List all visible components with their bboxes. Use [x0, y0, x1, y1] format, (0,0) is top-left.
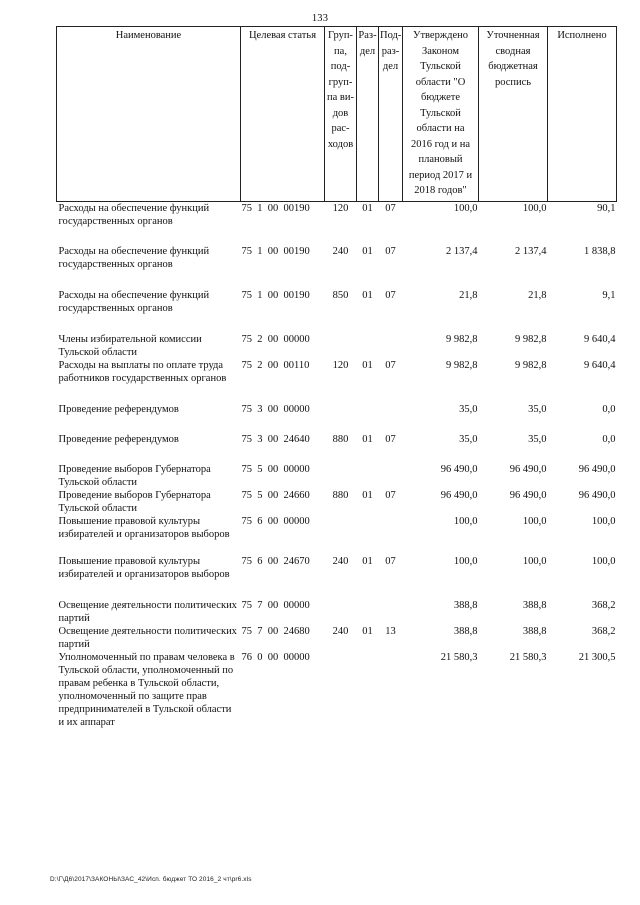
cell-subsection: 07: [385, 290, 396, 301]
cell-name: Проведение референдумов: [58, 404, 179, 415]
cell-executed: 90,1: [597, 202, 616, 214]
cell-specified: 388,8: [522, 600, 547, 611]
cell-subsection: 13: [385, 626, 396, 637]
cell-executed: 368,2: [591, 626, 616, 637]
cell-approved: 100,0: [453, 556, 478, 567]
cell-name: Повышение правовой культуры избирателей и организаторов выборов: [58, 516, 230, 540]
cell-section: [357, 651, 379, 741]
cell-expense-group: 120: [332, 202, 349, 214]
cell-section: [357, 333, 379, 359]
table-row: [57, 201, 617, 245]
cell-specified: 388,8: [522, 626, 547, 637]
cell-subsection: 07: [385, 556, 396, 567]
cell-expense-group: [325, 463, 357, 489]
cell-subsection: [379, 333, 403, 359]
cell-name: Проведение выборов Губернатора Тульской области: [58, 464, 211, 488]
cell-approved: 96 490,0: [440, 464, 478, 475]
cell-specified: 100,0: [522, 202, 547, 214]
cell-name: Повышение правовой культуры избирателей и организаторов выборов: [58, 556, 230, 580]
cell-target-article: 75 6 00 24670: [241, 556, 310, 567]
cell-specified: 21,8: [528, 290, 547, 301]
cell-approved: 388,8: [453, 626, 478, 637]
cell-expense-group: 240: [332, 626, 349, 637]
header-approved: Утверждено Законом Тульской области "О бюджете Тульской области на 2016 год и на плановый период 2017 и 2018 годов": [403, 27, 479, 202]
cell-expense-group: [325, 333, 357, 359]
header-expense-group: Груп- па, под- груп- па ви- дов рас- ходов: [325, 27, 357, 202]
header-specified: Уточненная сводная бюджетная роспись: [479, 27, 548, 202]
cell-name: Члены избирательной комиссии Тульской области: [58, 334, 202, 358]
header-section: Раз- дел: [357, 27, 379, 202]
cell-target-article: 75 1 00 00190: [241, 202, 310, 214]
table-row: [57, 555, 617, 599]
cell-target-article: 75 5 00 24660: [241, 490, 310, 501]
cell-subsection: 07: [385, 360, 396, 371]
cell-approved: 21 580,3: [440, 652, 478, 663]
cell-target-article: 75 1 00 00190: [241, 246, 310, 257]
table-row: [57, 625, 617, 651]
cell-expense-group: [325, 599, 357, 625]
cell-specified: 96 490,0: [509, 464, 547, 475]
cell-specified: 35,0: [528, 434, 547, 445]
table-row: [57, 359, 617, 403]
cell-approved: 35,0: [459, 434, 478, 445]
cell-approved: 100,0: [453, 516, 478, 527]
cell-section: [357, 599, 379, 625]
cell-approved: 35,0: [459, 404, 478, 415]
cell-section: 01: [362, 626, 373, 637]
cell-expense-group: [325, 403, 357, 433]
cell-executed: 9 640,4: [584, 334, 616, 345]
cell-target-article: 75 6 00 00000: [241, 516, 310, 527]
table-header: [57, 27, 617, 202]
cell-expense-group: 880: [332, 434, 349, 445]
cell-subsection: [379, 403, 403, 433]
cell-subsection: 07: [385, 246, 396, 257]
cell-name: Освещение деятельности политических партий: [58, 600, 237, 624]
table-row: [57, 289, 617, 333]
cell-executed: 96 490,0: [578, 464, 616, 475]
cell-specified: 100,0: [522, 516, 547, 527]
cell-specified: 100,0: [522, 556, 547, 567]
table-row: [57, 651, 617, 741]
cell-approved: 100,0: [453, 202, 478, 214]
cell-subsection: [379, 463, 403, 489]
cell-target-article: 75 1 00 00190: [241, 290, 310, 301]
cell-executed: 9,1: [602, 290, 616, 301]
cell-section: 01: [362, 360, 373, 371]
cell-specified: 9 982,8: [515, 360, 547, 371]
cell-name: Расходы на выплаты по оплате труда работников государственных органов: [58, 360, 227, 384]
cell-target-article: 75 3 00 00000: [241, 404, 310, 415]
cell-executed: 1 838,8: [584, 246, 616, 257]
cell-executed: 368,2: [591, 600, 616, 611]
cell-target-article: 75 7 00 24680: [241, 626, 310, 637]
cell-approved: 21,8: [459, 290, 478, 301]
page-number: 133: [311, 13, 329, 24]
cell-approved: 9 982,8: [446, 360, 478, 371]
cell-target-article: 75 2 00 00000: [241, 334, 310, 345]
header-target-article: Целевая статья: [241, 27, 325, 202]
cell-executed: 9 640,4: [584, 360, 616, 371]
file-path-footer: D:\Г\Д6\2017\ЗАКОНЫ\ЗАС_42\Исп. бюджет ТО 2016_2 чт\pr6.xls: [50, 876, 252, 883]
cell-subsection: [379, 599, 403, 625]
cell-executed: 100,0: [591, 556, 616, 567]
cell-target-article: 76 0 00 00000: [241, 652, 310, 663]
cell-expense-group: 880: [332, 490, 349, 501]
cell-executed: 0,0: [602, 434, 616, 445]
cell-expense-group: 240: [332, 246, 349, 257]
header-executed: Исполнено: [548, 27, 617, 202]
cell-section: [357, 463, 379, 489]
cell-name: Проведение выборов Губернатора Тульской области: [58, 490, 211, 514]
cell-expense-group: [325, 515, 357, 555]
cell-approved: 388,8: [453, 600, 478, 611]
cell-subsection: [379, 651, 403, 741]
cell-specified: 2 137,4: [515, 246, 547, 257]
cell-executed: 0,0: [602, 404, 616, 415]
cell-executed: 100,0: [591, 516, 616, 527]
table-row: [57, 463, 617, 489]
cell-executed: 96 490,0: [578, 490, 616, 501]
cell-subsection: 07: [385, 202, 396, 214]
cell-name: Расходы на обеспечение функций государственных органов: [58, 246, 210, 270]
cell-executed: 21 300,5: [578, 652, 616, 663]
cell-target-article: 75 3 00 24640: [241, 434, 310, 445]
cell-name: Уполномоченный по правам человека в Тульской области, уполномоченный по правам ребенка в Тульской области, уполномоченный по защите прав предпринимателей в Тульской области и их аппарат: [58, 652, 235, 728]
cell-subsection: [379, 515, 403, 555]
cell-subsection: 07: [385, 490, 396, 501]
cell-target-article: 75 7 00 00000: [241, 600, 310, 611]
budget-table-wrapper: [56, 26, 616, 741]
cell-expense-group: 850: [332, 290, 349, 301]
table-row: [57, 515, 617, 555]
cell-section: 01: [362, 246, 373, 257]
cell-name: Расходы на обеспечение функций государственных органов: [58, 290, 210, 314]
cell-section: 01: [362, 290, 373, 301]
cell-target-article: 75 5 00 00000: [241, 464, 310, 475]
cell-approved: 9 982,8: [446, 334, 478, 345]
cell-specified: 9 982,8: [515, 334, 547, 345]
table-row: [57, 403, 617, 433]
cell-approved: 2 137,4: [446, 246, 478, 257]
cell-section: [357, 515, 379, 555]
cell-expense-group: [325, 651, 357, 741]
cell-section: [357, 403, 379, 433]
cell-section: 01: [362, 556, 373, 567]
cell-target-article: 75 2 00 00110: [241, 360, 310, 371]
cell-section: 01: [362, 434, 373, 445]
header-name: Наименование: [57, 27, 241, 202]
cell-specified: 96 490,0: [509, 490, 547, 501]
budget-table: [56, 26, 617, 741]
cell-name: Проведение референдумов: [58, 434, 179, 445]
cell-expense-group: 120: [332, 360, 349, 371]
cell-subsection: 07: [385, 434, 396, 445]
table-row: [57, 489, 617, 515]
header-subsection: Под- раз- дел: [379, 27, 403, 202]
table-row: [57, 599, 617, 625]
cell-specified: 21 580,3: [509, 652, 547, 663]
cell-approved: 96 490,0: [440, 490, 478, 501]
cell-name: Расходы на обеспечение функций государственных органов: [58, 202, 210, 227]
cell-name: Освещение деятельности политических партий: [58, 626, 237, 650]
cell-specified: 35,0: [528, 404, 547, 415]
cell-section: 01: [362, 490, 373, 501]
table-body: [57, 201, 617, 741]
cell-section: 01: [362, 202, 373, 214]
table-row: [57, 433, 617, 463]
cell-expense-group: 240: [332, 556, 349, 567]
table-row: [57, 245, 617, 289]
table-row: [57, 333, 617, 359]
